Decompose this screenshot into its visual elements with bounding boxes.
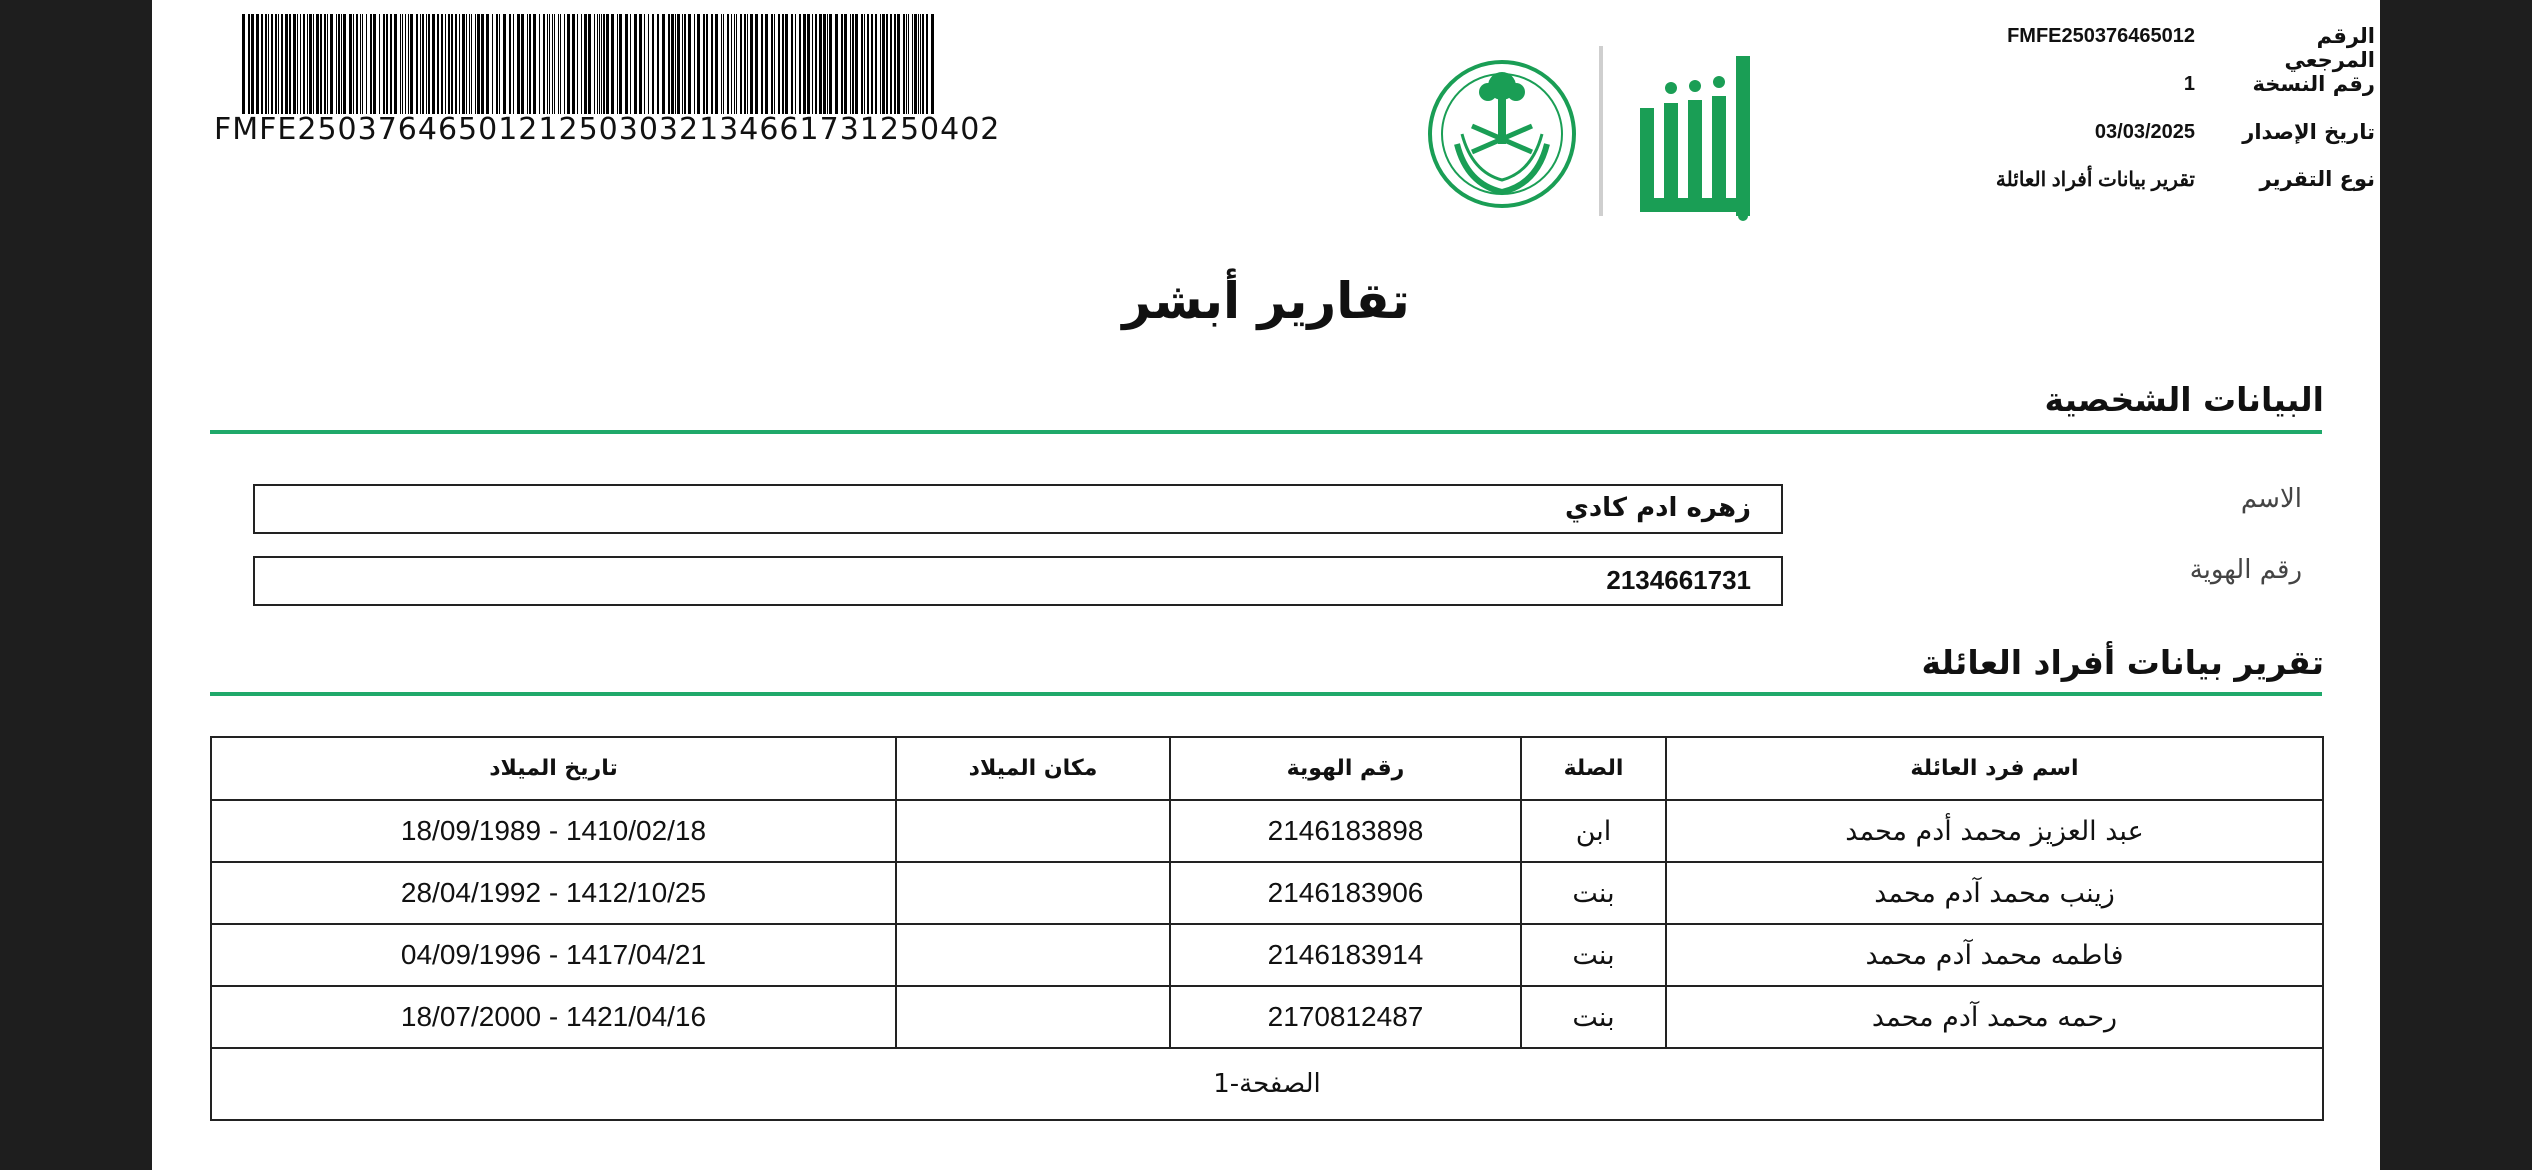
barcode-bar <box>711 14 713 114</box>
id-label: رقم الهوية <box>2189 555 2302 585</box>
barcode-bar <box>316 14 319 114</box>
barcode-bar <box>657 14 659 114</box>
barcode-bar <box>914 14 917 114</box>
name-label: الاسم <box>2240 484 2302 514</box>
barcode-bar <box>803 14 806 114</box>
barcode-bar <box>920 14 921 114</box>
family-section-title: تقرير بيانات أفراد العائلة <box>1921 643 2324 682</box>
barcode-bar <box>343 14 346 114</box>
barcode-bar <box>861 14 863 114</box>
barcode-bar <box>875 14 877 114</box>
barcode-bar <box>271 14 273 114</box>
barcode-bar <box>890 14 892 114</box>
barcode-bar <box>675 14 676 114</box>
barcode-bar <box>644 14 645 114</box>
barcode-bar <box>303 14 305 114</box>
barcode-bar <box>684 14 686 114</box>
barcode-bar <box>539 14 540 114</box>
barcode-bar <box>390 14 392 114</box>
barcode-bar <box>503 14 506 114</box>
barcode-bar <box>894 14 896 114</box>
barcode-bar <box>268 14 269 114</box>
barcode-bar <box>300 14 301 114</box>
barcode-bar <box>812 14 813 114</box>
barcode-bar <box>774 14 775 114</box>
barcode-bar <box>671 14 674 114</box>
member-birthdate: 1412/10/25 - 28/04/1992 <box>211 862 896 924</box>
barcode-bar <box>886 14 888 114</box>
barcode-bar <box>285 14 288 114</box>
name-value: زهره ادم كادي <box>1565 493 1751 523</box>
barcode-bar <box>747 14 748 114</box>
barcode-bar <box>908 14 909 114</box>
member-birthplace <box>896 986 1170 1048</box>
page-number: الصفحة-1 <box>211 1048 2323 1120</box>
barcode-bar <box>251 14 254 114</box>
member-birthplace <box>896 924 1170 986</box>
member-id: 2146183914 <box>1170 924 1521 986</box>
barcode-bar <box>791 14 793 114</box>
barcode-bar <box>338 14 340 114</box>
barcode-bar <box>750 14 753 114</box>
table-header-row <box>211 737 2323 800</box>
barcode-bar <box>572 14 575 114</box>
barcode-bar <box>630 14 631 114</box>
barcode-bar <box>356 14 358 114</box>
barcode-bar <box>370 14 372 114</box>
barcode-bar <box>652 14 654 114</box>
barcode-bar <box>481 14 484 114</box>
barcode-bar <box>420 14 421 114</box>
barcode-bar <box>668 14 670 114</box>
table-row <box>211 800 2323 862</box>
barcode-bar <box>867 14 869 114</box>
column-header-birthplace: مكان الميلاد <box>896 737 1170 800</box>
barcode-bar <box>509 14 511 114</box>
barcode-bar <box>755 14 758 114</box>
barcode-bar <box>852 14 854 114</box>
barcode-bar <box>844 14 847 114</box>
column-header-birthdate: تاريخ الميلاد <box>211 737 896 800</box>
table-row <box>211 924 2323 986</box>
barcode-bar <box>552 14 553 114</box>
family-table <box>210 736 2324 1121</box>
barcode-bar <box>297 14 298 114</box>
barcode-bar <box>281 14 283 114</box>
barcode-bar <box>441 14 443 114</box>
barcode-bar <box>815 14 817 114</box>
barcode-bar <box>432 14 435 114</box>
column-header-name: اسم فرد العائلة <box>1666 737 2323 800</box>
personal-section-divider <box>210 430 2322 434</box>
barcode-bar <box>682 14 683 114</box>
barcode-bar <box>926 14 928 114</box>
barcode-bar <box>320 14 322 114</box>
barcode-bar <box>736 14 737 114</box>
barcode-bar <box>694 14 695 114</box>
barcode-bar <box>662 14 665 114</box>
report-type-label: نوع التقرير <box>2259 167 2375 191</box>
barcode-bar <box>265 14 267 114</box>
issue-date-value: 03/03/2025 <box>2094 121 2195 143</box>
barcode-bar <box>475 14 476 114</box>
barcode-bar <box>619 14 622 114</box>
barcode-bar <box>855 14 858 114</box>
family-section-divider <box>210 692 2322 696</box>
barcode-bar <box>835 14 838 114</box>
barcode-bar <box>313 14 314 114</box>
barcode-bar <box>850 14 851 114</box>
table-footer-row <box>211 1048 2323 1120</box>
barcode-bar <box>492 14 493 114</box>
barcode-bar <box>677 14 680 114</box>
member-relation: بنت <box>1521 924 1666 986</box>
id-field <box>253 556 1783 606</box>
barcode-bar <box>827 14 828 114</box>
barcode-bar <box>688 14 691 114</box>
barcode-bar <box>597 14 598 114</box>
barcode-bar <box>349 14 352 114</box>
barcode-bar <box>897 14 900 114</box>
barcode-bar <box>410 14 413 114</box>
barcode-bar <box>744 14 746 114</box>
barcode-bar <box>625 14 628 114</box>
barcode-bar <box>362 14 363 114</box>
member-name: رحمه محمد آدم محمد <box>1666 986 2323 1048</box>
barcode-bar <box>581 14 582 114</box>
member-name: فاطمه محمد آدم محمد <box>1666 924 2323 986</box>
barcode-bar <box>795 14 796 114</box>
barcode-bar <box>422 14 424 114</box>
barcode-bar <box>521 14 524 114</box>
barcode-bars <box>242 14 942 114</box>
barcode-bar <box>256 14 259 114</box>
table-row <box>211 986 2323 1048</box>
barcode-bar <box>462 14 465 114</box>
barcode-bar <box>437 14 439 114</box>
barcode-bar <box>819 14 822 114</box>
barcode-bar <box>386 14 388 114</box>
barcode-bar <box>469 14 470 114</box>
barcode-bar <box>931 14 934 114</box>
barcode-bar <box>324 14 326 114</box>
absher-logo <box>1632 48 1762 223</box>
barcode-bar <box>807 14 810 114</box>
barcode-bar <box>379 14 380 114</box>
barcode-bar <box>601 14 602 114</box>
column-header-relation: الصلة <box>1521 737 1666 800</box>
barcode-bar <box>547 14 548 114</box>
barcode-bar <box>599 14 600 114</box>
barcode-bar <box>880 14 881 114</box>
barcode-bar <box>740 14 742 114</box>
barcode-bar <box>634 14 637 114</box>
copy-number-label: رقم النسخة <box>2252 72 2375 96</box>
barcode-bar <box>823 14 826 114</box>
copy-number-value: 1 <box>2183 73 2195 95</box>
barcode-bar <box>588 14 591 114</box>
barcode-bar <box>307 14 308 114</box>
barcode-bar <box>533 14 536 114</box>
personal-section-title: البيانات الشخصية <box>2044 380 2324 419</box>
barcode-bar <box>560 14 561 114</box>
barcode-bar <box>405 14 406 114</box>
barcode-bar <box>731 14 732 114</box>
barcode-bar <box>549 14 550 114</box>
barcode-bar <box>906 14 907 114</box>
barcode-bar <box>513 14 514 114</box>
barcode-bar <box>327 14 328 114</box>
member-id: 2170812487 <box>1170 986 1521 1048</box>
barcode-bar <box>734 14 735 114</box>
barcode-bar <box>289 14 291 114</box>
barcode-bar <box>293 14 296 114</box>
page-title: تقارير أبشر <box>1122 272 1410 330</box>
barcode-bar <box>617 14 618 114</box>
barcode-bar <box>785 14 788 114</box>
barcode-bar <box>864 14 865 114</box>
barcode-bar <box>527 14 528 114</box>
barcode-bar <box>871 14 873 114</box>
barcode-bar <box>448 14 450 114</box>
barcode-bar <box>882 14 885 114</box>
barcode-bar <box>554 14 555 114</box>
barcode-bar <box>765 14 768 114</box>
barcode-bar <box>471 14 472 114</box>
saudi-emblem-icon <box>1422 54 1582 214</box>
barcode-bar <box>330 14 333 114</box>
barcode-bar <box>918 14 919 114</box>
barcode-bar <box>341 14 342 114</box>
barcode-bar <box>445 14 446 114</box>
barcode-bar <box>486 14 489 114</box>
table-row <box>211 862 2323 924</box>
barcode-bar <box>723 14 724 114</box>
barcode-bar <box>603 14 605 114</box>
barcode-bar <box>697 14 700 114</box>
barcode-bar <box>771 14 773 114</box>
barcode-bar <box>558 14 559 114</box>
barcode-bar <box>309 14 312 114</box>
member-birthdate: 1410/02/18 - 18/09/1989 <box>211 800 896 862</box>
barcode-bar <box>567 14 570 114</box>
barcode-bar <box>366 14 367 114</box>
barcode-bar <box>648 14 649 114</box>
barcode-bar <box>761 14 763 114</box>
barcode-bar <box>416 14 418 114</box>
barcode-bar <box>706 14 708 114</box>
barcode-text: FMFE2503764650121250303213466173125040​2 <box>214 112 1001 147</box>
barcode-bar <box>912 14 913 114</box>
barcode-bar <box>496 14 498 114</box>
barcode-bar <box>402 14 403 114</box>
barcode-bar <box>727 14 729 114</box>
barcode-bar <box>721 14 722 114</box>
barcode-bar <box>529 14 531 114</box>
barcode-bar <box>426 14 427 114</box>
barcode-bar <box>451 14 453 114</box>
barcode-bar <box>373 14 376 114</box>
barcode-bar <box>278 14 279 114</box>
barcode-bar <box>703 14 705 114</box>
member-relation: ابن <box>1521 800 1666 862</box>
issue-date-label: تاريخ الإصدار <box>2242 120 2375 144</box>
member-relation: بنت <box>1521 986 1666 1048</box>
barcode-bar <box>606 14 609 114</box>
barcode-bar <box>841 14 843 114</box>
barcode-bar <box>242 14 245 114</box>
barcode-bar <box>782 14 784 114</box>
reference-number-label: الرقم المرجعي <box>2284 24 2375 72</box>
member-id: 2146183906 <box>1170 862 1521 924</box>
member-birthdate: 1417/04/21 - 04/09/1996 <box>211 924 896 986</box>
barcode-bar <box>517 14 520 114</box>
barcode-bar <box>336 14 337 114</box>
barcode-bar <box>353 14 354 114</box>
report-type-value: تقرير بيانات أفراد العائلة <box>1995 169 2195 191</box>
barcode-bar <box>715 14 718 114</box>
id-value: 2134661731 <box>1606 565 1751 595</box>
barcode-bar <box>903 14 905 114</box>
barcode-bar <box>428 14 430 114</box>
barcode-bar <box>611 14 614 114</box>
barcode-bar <box>400 14 401 114</box>
barcode-bar <box>922 14 924 114</box>
member-birthplace <box>896 800 1170 862</box>
member-birthplace <box>896 862 1170 924</box>
member-id: 2146183898 <box>1170 800 1521 862</box>
barcode-bar <box>778 14 780 114</box>
member-birthdate: 1421/04/16 - 18/07/2000 <box>211 986 896 1048</box>
barcode-bar <box>248 14 250 114</box>
barcode-bar <box>261 14 263 114</box>
member-name: عبد العزيز محمد أدم محمد <box>1666 800 2323 862</box>
barcode-bar <box>577 14 578 114</box>
barcode-bar <box>829 14 832 114</box>
barcode-bar <box>799 14 801 114</box>
barcode-bar <box>455 14 457 114</box>
barcode-bar <box>594 14 595 114</box>
member-name: زينب محمد آدم محمد <box>1666 862 2323 924</box>
barcode-bar <box>408 14 409 114</box>
barcode-bar <box>394 14 397 114</box>
logo-divider <box>1599 46 1603 216</box>
report-page <box>152 0 2380 1170</box>
barcode-bar <box>383 14 385 114</box>
barcode-bar <box>584 14 587 114</box>
barcode <box>242 14 942 114</box>
barcode-bar <box>564 14 565 114</box>
barcode-bar <box>477 14 480 114</box>
barcode-bar <box>543 14 545 114</box>
member-relation: بنت <box>1521 862 1666 924</box>
barcode-bar <box>639 14 642 114</box>
barcode-bar <box>459 14 460 114</box>
reference-number-value: FMFE250376465012 <box>2007 25 2195 47</box>
barcode-bar <box>360 14 361 114</box>
barcode-bar <box>499 14 500 114</box>
name-field <box>253 484 1783 534</box>
barcode-bar <box>466 14 467 114</box>
column-header-id: رقم الهوية <box>1170 737 1521 800</box>
barcode-bar <box>275 14 277 114</box>
